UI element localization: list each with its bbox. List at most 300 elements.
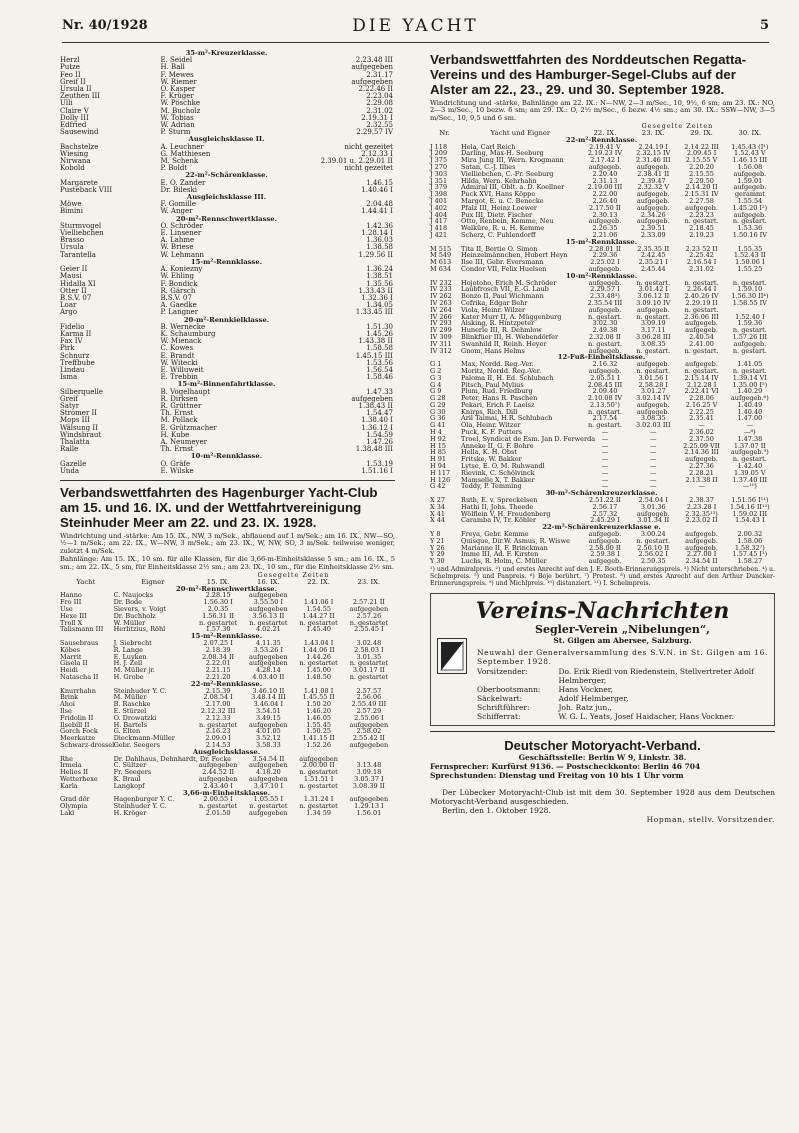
sail-time: 1.37.40 III: [732, 475, 768, 484]
right-column: [430, 50, 775, 824]
yacht-id: IV 233: [430, 285, 452, 294]
owner-name: W. Briese: [160, 243, 194, 252]
sail-time: 1.53.19: [366, 459, 393, 468]
sail-time: —⁸): [744, 428, 756, 437]
sail-time: 2.26.40: [592, 196, 618, 205]
yacht-name: Argo: [60, 308, 78, 317]
yacht-id: Use: [60, 605, 73, 613]
sail-time: 2.13.38 II: [685, 475, 718, 484]
sail-time: 3.00.24: [640, 530, 666, 539]
owner-name: O. Kasper: [160, 85, 196, 94]
sail-time: 1.54.16 II¹²): [729, 502, 770, 511]
yacht-id: Sausebraus: [60, 638, 99, 647]
owner-name: A. Lahme: [160, 236, 195, 245]
sail-time: 2.15.55: [689, 169, 714, 178]
officer-name: Joh. Ratz jun.,: [558, 703, 612, 713]
sail-time: aufgegeb.: [733, 169, 767, 178]
sail-time: 2.29.57 I: [590, 285, 620, 294]
sail-time: 1.50.25: [306, 727, 332, 736]
sail-time: 3.01.35: [356, 652, 382, 661]
sail-time: 1.29.13 I: [354, 802, 384, 811]
sail-time: aufgegeb.: [636, 305, 670, 314]
dmv-notice: Der Lübecker Motoryacht-Club ist mit dem 30. September 1928 aus dem Deutschen Motoryacht-Verband ausgeschieden.: [430, 788, 775, 807]
yacht-name: Treffbube: [60, 358, 95, 367]
sail-time: 1.40.40: [737, 407, 763, 416]
yacht-id: J 398: [430, 190, 448, 199]
sail-time: 1.38.40 I: [361, 416, 393, 425]
class-heading: 22-m²-Schärenklasse.: [185, 171, 268, 180]
yacht-id: G 1: [430, 360, 442, 369]
sail-time: aufgegeben: [349, 605, 389, 613]
sail-time: 1.40.46 I: [361, 185, 393, 194]
sail-time: 2.58.02: [356, 727, 382, 736]
officer-role: Schifferrat:: [477, 712, 521, 722]
sail-time: n. gestart.: [732, 346, 767, 355]
sail-time: —: [649, 482, 657, 491]
sail-time: 2.25.42: [689, 251, 714, 260]
sail-time: 2.16.23: [205, 727, 231, 736]
yacht-owner: Fritske, W. Bakker: [461, 455, 522, 464]
class-heading: Ausgleichsklasse III.: [186, 193, 267, 202]
sail-time: 2.40.26 IV: [684, 292, 719, 301]
yacht-id: IV 266: [430, 312, 452, 321]
sail-time: 2.54.04 I: [638, 496, 668, 505]
owner-name: B. Wernecke: [160, 322, 206, 331]
yacht-name: Geier II: [60, 265, 88, 274]
left-column: [60, 50, 395, 817]
sail-time: 2.37.50: [689, 434, 714, 443]
yacht-owner: B. Raschke: [113, 700, 151, 709]
column-header: Yacht und Eigner: [490, 129, 551, 138]
result-row: [60, 468, 395, 475]
result-row: [60, 281, 395, 288]
sail-time: n. gestart.: [587, 407, 622, 416]
result-row: [60, 108, 395, 115]
sail-time: aufgegeb.: [733, 339, 767, 348]
sail-time: 2.23.28 I: [686, 502, 717, 511]
yacht-owner: Steinhuder Y. C.: [113, 802, 167, 811]
sail-time: aufgegeb.: [588, 278, 622, 287]
yacht-name: Hidalla XI: [60, 279, 96, 288]
sail-time: —: [649, 448, 657, 457]
sail-time: nicht gezeitet: [344, 142, 393, 151]
sail-time: 2.17.42 I: [590, 156, 620, 165]
owner-name: W. Adrian: [160, 121, 195, 130]
sail-time: 2.10.08 IV: [587, 394, 623, 403]
sail-time: —¹⁰): [742, 482, 757, 491]
sail-time: 1.37.07 II: [733, 441, 766, 450]
yacht-owner: Troel, Syndicat de Esm. Jan D. Ferwerda: [461, 434, 596, 443]
yacht-owner: Cefrika, Edgar Behr: [461, 298, 528, 307]
officer-name: W. G. L. Yeats, Josef Haidacher, Hans Vockner.: [558, 712, 734, 722]
yacht-owner: Hathi II, Johs. Theede: [461, 502, 534, 511]
result-row: [60, 115, 395, 122]
sail-time: aufgegeb.: [636, 190, 670, 199]
sail-time: 2.28.21: [689, 468, 714, 477]
sail-time: 1.34.05: [366, 301, 393, 310]
sail-time: 1.44.06 II: [302, 645, 335, 654]
yacht-owner: Fr. Seegers: [113, 768, 152, 777]
issue-number: Nr. 40/1928: [62, 18, 148, 33]
yacht-owner: Otto, Renbein, Kemme, Neu: [461, 217, 554, 226]
yacht-owner: Knirps, Rich. Dill: [461, 407, 518, 416]
results-table-top: [60, 50, 395, 475]
sail-time: 3.47.10 I: [253, 781, 284, 790]
sail-time: 1.43.04 I: [303, 638, 334, 647]
sail-time: aufgegeb.: [685, 360, 718, 369]
officer-name: Adolf Helmberger,: [558, 694, 629, 704]
column-header: 23. IX.: [357, 577, 381, 586]
owner-name: W. Ehling: [160, 272, 195, 281]
sail-time: 4.11.35: [255, 638, 281, 647]
class-heading: 10-m²-Rennklasse.: [565, 271, 638, 280]
yacht-owner: Sievers, v. Voigt: [113, 605, 166, 613]
sail-time: 1.29.56 II: [358, 250, 393, 259]
sail-time: 2.00.32: [737, 530, 763, 539]
club-location: St. Gilgen am Abersee, Salzburg.: [553, 636, 692, 646]
sail-time: 1.54.43 I: [735, 516, 765, 525]
sail-time: 3.48.14 III: [251, 693, 286, 702]
result-row: [60, 417, 395, 424]
yacht-owner: C. Naujocks: [113, 591, 154, 600]
yacht-id: G 36: [430, 414, 446, 423]
sail-time: 2.32.08 II: [588, 332, 621, 341]
yacht-name: Lindau: [60, 365, 85, 374]
yacht-name: Möwe: [60, 200, 82, 209]
yacht-owner: Dieckmann-Müller: [113, 734, 175, 743]
yacht-owner: Tita II, Bertie O. Simon: [461, 244, 538, 253]
sail-time: 3.02.14 IV: [636, 394, 671, 403]
sail-time: 2.19.23: [689, 230, 714, 239]
officer-table: [477, 667, 768, 721]
sail-time: 1.56.30 II⁴): [731, 292, 769, 301]
sail-time: aufgegeb.: [685, 543, 718, 552]
sail-time: 2.22.46 II: [358, 85, 393, 94]
sail-time: 2.08.54 I: [203, 693, 233, 702]
sail-time: 2.0.35: [207, 605, 229, 613]
sail-time: 2.14.53: [205, 740, 231, 749]
yacht-owner: Lytse, E. O. M. Ruhwandl: [461, 462, 545, 471]
sail-time: 2.17.54: [592, 414, 618, 423]
owner-name: H. Kube: [160, 430, 190, 439]
yacht-name: Bimini: [60, 207, 84, 216]
sail-time: 2.21.06: [592, 230, 618, 239]
sail-time: n. gestart.: [684, 366, 719, 375]
yacht-name: Ulli: [60, 99, 73, 108]
yacht-id: J 270: [430, 163, 448, 171]
sail-time: n. gestart.: [636, 278, 671, 287]
sail-time: 1.45.15 III: [355, 351, 393, 360]
yacht-id: J 118: [430, 142, 448, 151]
sail-time: n. gestartet: [299, 781, 338, 790]
owner-name: E. Willuweit: [160, 365, 204, 374]
yacht-name: Brasso: [60, 236, 85, 245]
sail-time: 2.28.01 II: [588, 244, 621, 253]
yacht-owner: Herlitzius, Röhl: [113, 625, 166, 634]
sail-time: n. gestart.: [732, 366, 767, 375]
page-header: [62, 18, 769, 40]
hagenburg-bahn: Bahnlänge: Am 15. IX., 10 sm. für alle Klassen, für die 3,66-m-Einheitsklasse 5 sm.; am 16. IX., 5 sm.; am 22. IX., 5 sm, für Einheitsklasse 2½ sm.; am 23. IX., 10 sm., für die Einheitsklasse 2½ sm.: [60, 555, 395, 571]
sail-time: 2.34.54 II: [685, 557, 718, 566]
yacht-owner: Hella, K. H. Obst: [461, 448, 517, 457]
owner-name: A. Leuchner: [160, 142, 204, 151]
sail-time: 1.52.43 V: [734, 149, 766, 158]
sail-time: 1.38.58: [366, 243, 393, 252]
sail-time: 2.29.36: [592, 251, 618, 260]
sail-time: aufgegeb.: [636, 509, 670, 518]
sail-time: 1.52.40 I: [735, 312, 765, 321]
result-row: [60, 403, 395, 410]
sail-time: 3.02.48: [356, 638, 382, 647]
result-row: [60, 122, 395, 129]
result-row: [60, 201, 395, 208]
yacht-id: J 417: [430, 217, 448, 226]
sail-time: 1.51.51 I: [303, 774, 334, 783]
owner-name: B.S.V. 07: [160, 293, 192, 302]
yacht-id: M 613: [430, 258, 452, 267]
sail-time: —: [698, 482, 705, 491]
class-heading: 20-m²-Rennschwertklasse.: [176, 584, 277, 593]
sail-time: 1.42.40: [737, 462, 763, 471]
class-heading: 20-m²-Rennkielklasse.: [183, 315, 270, 324]
yacht-id: Karla: [60, 781, 78, 790]
yacht-name: Putze: [60, 63, 80, 72]
result-row: [60, 230, 395, 237]
sail-time: 2.22.01: [205, 659, 231, 668]
sail-time: aufgegeben: [351, 394, 393, 403]
sail-time: 1.52.26: [306, 740, 332, 749]
sail-time: 2.59.35: [640, 557, 666, 566]
result-row: [60, 425, 395, 432]
sail-time: 2.35.41: [689, 414, 714, 423]
sail-time: —: [601, 448, 609, 457]
sail-time: n. gestart.: [732, 326, 767, 335]
sail-time: —: [601, 482, 609, 491]
sail-time: 2.16.54 I: [686, 258, 717, 267]
column-header: Nr.: [439, 129, 450, 138]
sail-time: aufgegeb.: [685, 326, 718, 335]
sail-time: aufgegeb.⁹): [730, 448, 769, 457]
sail-time: 1.41.15 II: [302, 734, 335, 743]
sail-time: 2.22.00: [592, 190, 618, 199]
sail-time: 1.35.00 I⁵): [732, 380, 768, 389]
sail-time: 3.08.35: [640, 339, 666, 348]
sail-time: 2.00.55 I: [203, 795, 233, 804]
sail-time: 4.02.21: [255, 625, 281, 634]
sail-time: n. gestartet: [349, 618, 389, 627]
colgroup-label: Gesegelte Zeiten: [257, 571, 330, 580]
sail-time: aufgegeb.: [685, 455, 718, 464]
result-row: [60, 810, 395, 817]
owner-name: W. Witecki: [160, 358, 198, 367]
class-heading-row: [60, 50, 395, 57]
yacht-owner: Margot, E. u. C. Benecke: [461, 196, 544, 205]
sail-time: 3.01.36: [640, 502, 666, 511]
sail-time: 1.35.56: [366, 279, 393, 288]
yacht-owner: Kater Murr II, A. Müggenburg: [461, 312, 562, 321]
yacht-name: Ursula: [60, 243, 84, 252]
sail-time: 2.22.25: [689, 407, 714, 416]
yacht-id: Ilse: [60, 706, 72, 715]
yacht-owner: H. Bartels: [113, 720, 148, 729]
sail-time: 2.56.17: [592, 502, 618, 511]
sail-time: —: [601, 475, 609, 484]
sail-time: 2.31.46 III: [635, 156, 671, 165]
yacht-owner: Alsking, R. Hintzpeter: [461, 319, 535, 328]
sail-time: 1.28.14 I: [361, 229, 393, 238]
officer-row: [477, 703, 768, 712]
sail-time: —: [649, 428, 657, 437]
sail-time: 2.49.38: [592, 326, 618, 335]
sail-time: 2.38.37: [689, 496, 714, 505]
sail-time: 3.02.03 III: [635, 421, 671, 430]
owner-name: W. Pöschke: [160, 99, 200, 108]
yacht-id: Brink: [60, 693, 79, 702]
sail-time: aufgegeben: [249, 720, 288, 729]
result-row: [60, 324, 395, 331]
result-row: [60, 345, 395, 352]
sail-time: 3.09.10 IV: [636, 298, 671, 307]
officer-name: Hans Vockner,: [558, 685, 613, 695]
owner-name: P. Sturm: [160, 128, 191, 137]
sail-time: 2.17.00: [205, 700, 231, 709]
sail-time: 1.55.25: [737, 264, 763, 273]
yacht-owner: Swanhild II, Reinh. Heyer: [461, 339, 547, 348]
sail-time: 1.44.26: [306, 652, 332, 661]
yacht-owner: Teddy, P. Temming: [461, 482, 522, 491]
owner-name: M. Pollack: [160, 416, 198, 425]
yacht-name: Ralle: [60, 445, 79, 454]
yacht-owner: Laubfrosch VII, E.-G. Laub: [461, 285, 549, 294]
yacht-owner: Pekari, Erich F. Laeisz: [461, 400, 535, 409]
owner-name: M. Schenk: [160, 157, 199, 166]
owner-name: Dr. Bileski: [160, 185, 197, 194]
sail-time: aufgegeb.: [685, 203, 718, 212]
yacht-owner: Satan, C.-J. Illies: [461, 163, 516, 171]
column-header: 16. IX.: [257, 577, 280, 586]
yacht-id: G 29: [430, 400, 446, 409]
sail-time: 1.45.43 (I¹): [731, 142, 769, 151]
sail-time: 2.57.29: [356, 706, 382, 715]
result-row: [60, 64, 395, 71]
sail-time: 2.59.38 I: [590, 550, 620, 559]
sail-time: 1.55.45: [306, 720, 332, 729]
owner-name: F. Mewes: [160, 70, 194, 79]
yacht-owner: K. Braul: [113, 774, 141, 783]
yacht-owner: Marianne II, F. Brinckman: [461, 543, 548, 552]
yacht-id: Helios II: [60, 768, 89, 777]
sail-time: 3.56.13 II: [252, 611, 285, 620]
owner-name: F. Bondick: [160, 279, 198, 288]
alster-wind: Windrichtung und -stärke, Bahnlänge am 22. IX.: N—NW, 2—3 m/Sec., 10, 9½, 6 sm; am 23. IX.: NO, 2—3 m/Sec., 10 bezw. 6 sm; am 29. IX.: O, 2½ m/Sec., 6 bezw. 4½ sm.; am 30. IX.: SSW—NW, 3—5 m/Sec., 10, 9,5 und 6 sm.: [430, 99, 775, 122]
sail-time: 1.45.26: [366, 329, 393, 338]
sail-time: 4.01.05: [255, 727, 281, 736]
club-name: Segler-Verein „Nibelungen“,: [535, 623, 710, 637]
yacht-id: H 126: [430, 475, 451, 484]
sail-time: 2.20.20: [689, 163, 714, 171]
alster-footnotes: ¹) und Admiralpreis. ²) und erstes Anrecht auf den J. E. Booth-Erinnerungspreis. ³) Nicht unterschrieben. ⁴) u. Schelmpreis. ⁵) und Panpreis. ⁶) Boje berührt. ⁷) Protest. ⁸) und erstes Anrecht auf den Arthur Duncker-Erinnerungspreis. ⁹) und Michlpreis. ¹⁰) distanziert. ¹¹) I. Schelmpreis.: [430, 566, 775, 587]
yacht-id: J 402: [430, 203, 448, 212]
sail-time: 2.44.52 II: [202, 768, 235, 777]
yacht-id: Talismann III: [60, 625, 104, 634]
yacht-id: Meerkatze: [60, 734, 96, 743]
yacht-name: Feo II: [60, 70, 81, 79]
sail-time: aufgegeb.: [588, 557, 622, 566]
sail-time: —: [601, 434, 609, 443]
owner-name: E. Seidel: [160, 56, 193, 65]
yacht-owner: Gebr. Seegers: [113, 740, 160, 749]
yacht-id: IV 293: [430, 319, 452, 328]
owner-name: A. Koniezny: [160, 265, 203, 274]
yacht-owner: Mira Jung III, Wern. Krogmann: [461, 156, 564, 165]
sail-time: 1.39.14 VI: [732, 373, 767, 382]
yacht-name: Margarete: [60, 178, 98, 187]
sail-time: 2.35.54 III: [587, 298, 623, 307]
yacht-owner: R. Lange: [113, 645, 144, 654]
result-row: [60, 79, 395, 86]
officer-role: Säckelwart:: [477, 694, 523, 704]
yacht-owner: Imme III, Ad. F. Kirsten: [461, 550, 539, 559]
yacht-owner: H. J. Zell: [113, 659, 143, 668]
sail-time: n. gestart.: [636, 312, 671, 321]
club-intro: Neuwahl der Generalversammlung des S.V.N. in St. Gilgen am 16. September 1928.: [477, 648, 768, 667]
yacht-name: Tarantella: [60, 250, 96, 259]
sail-time: 1.36.12 I: [361, 423, 393, 432]
sail-time: aufgegeb.: [636, 203, 670, 212]
sail-time: 1.34 59: [306, 808, 332, 817]
yacht-id: H 94: [430, 462, 447, 471]
yacht-owner: O. Drowatzki: [113, 713, 157, 722]
yacht-name: Unda: [60, 466, 80, 475]
yacht-owner: Ilse III, Gebr. Eversmann: [461, 258, 544, 267]
sail-time: 2.25.09 VII: [683, 441, 720, 450]
sail-time: 1.45.40: [306, 625, 332, 634]
page-number: 5: [759, 18, 769, 33]
sail-time: —: [649, 462, 657, 471]
sail-time: 2.58.00 II: [588, 543, 621, 552]
sail-time: 1.44.27 II: [302, 611, 335, 620]
sail-time: 1.53.56: [366, 358, 393, 367]
sail-time: 2.18.45: [689, 224, 714, 233]
sail-time: 1.46.05: [306, 713, 332, 722]
colgroup-label: Gesegelte Zeiten: [641, 122, 714, 131]
yacht-owner: Darling, Max-H. Seeburg: [461, 149, 544, 158]
sail-time: 1.36.03: [366, 236, 393, 245]
yacht-id: H 4: [430, 428, 442, 437]
yacht-id: IV 309: [430, 332, 452, 341]
class-heading-row: [60, 453, 395, 460]
yacht-id: Marrit: [60, 652, 82, 661]
yacht-id: J 418: [430, 224, 448, 233]
result-row: [60, 439, 395, 446]
yacht-name: Satyr: [60, 401, 80, 410]
sail-time: 2.29.08: [366, 99, 393, 108]
sail-time: 2.09.45 I: [686, 149, 717, 158]
sail-time: n. gestartet: [249, 618, 288, 627]
sail-time: 2.23.02 II: [685, 516, 718, 525]
officer-row: [477, 694, 768, 703]
yacht-owner: W. Müller: [113, 618, 146, 627]
sail-time: 3.54.51: [255, 706, 281, 715]
sail-time: n. gestart.: [684, 346, 719, 355]
hagenburg-wind: Windrichtung und -stärke: Am 15. IX., NW, 3 m/Sek., abflauend auf 1 m/Sek.; am 16. IX., NW—SO, ½—1 m/Sek.; am 22. IX., W—NW, 3 m/Sek.; am 23. IX., W, NW, SO, 3 m/Sek. teilweise weniger, zuletzt 4 m/Sek.: [60, 531, 395, 555]
owner-name: M. Bucholz: [160, 106, 201, 115]
sail-time: 4.03.40 II: [252, 672, 285, 681]
yacht-owner: Ruth, E. v. Spreckelsen: [461, 496, 538, 505]
sail-time: 2.58.03 I: [354, 645, 384, 654]
sail-time: 1.47.26: [366, 437, 393, 446]
sail-time: aufgegeben: [249, 659, 288, 668]
